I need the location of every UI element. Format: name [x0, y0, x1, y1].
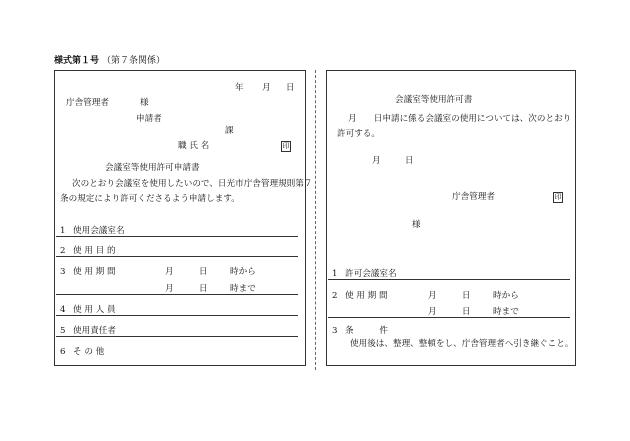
app-period-to-month: 月	[165, 284, 174, 294]
title-name-label: 職 氏 名	[178, 141, 210, 151]
permit-condition-text: 使用後は、整理、整頓をし、庁舎管理者へ引き継ぐこと。	[350, 339, 574, 349]
app-item-3-field	[56, 294, 298, 295]
permit-item-1-field	[328, 279, 570, 280]
app-item-2-field	[56, 256, 298, 257]
permit-date-day: 日	[405, 156, 414, 166]
app-addressee-honorific: 様	[140, 98, 149, 108]
permit-seal-mark: 印	[554, 193, 562, 201]
app-item-5-field	[56, 336, 298, 337]
permit-item-1-number: 1	[332, 269, 338, 279]
permit-period-from-hour: 時から	[493, 291, 519, 301]
app-item-3-label: 使 用 期 間	[73, 267, 116, 277]
permit-item-1-label: 許可会議室名	[345, 269, 397, 279]
app-period-to-hour: 時まで	[230, 284, 256, 294]
app-item-6-label: そ の 他	[73, 347, 105, 357]
permit-period-to-month: 月	[428, 307, 437, 317]
app-period-from-day: 日	[199, 267, 208, 277]
application-body-line-1: 次のとおり会議室を使用したいので、日光市庁舎管理規則第７	[72, 179, 313, 189]
application-body-line-2: 条の規定により許可くださるよう申請します。	[60, 194, 240, 204]
permit-period-from-day: 日	[462, 291, 471, 301]
permit-body-line-1: 月 日申請に係る会議室の使用については、次のとおり	[348, 114, 572, 124]
app-item-6-number: 6	[60, 347, 66, 357]
app-date-month: 月	[262, 83, 271, 93]
app-date-year: 年	[235, 83, 244, 93]
permit-period-from-month: 月	[428, 291, 437, 301]
permit-period-to-hour: 時まで	[493, 307, 519, 317]
permit-period-to-day: 日	[462, 307, 471, 317]
app-period-to-day: 日	[199, 284, 208, 294]
app-item-5-number: 5	[60, 326, 66, 336]
permit-title: 会議室等使用許可書	[395, 95, 473, 105]
app-period-from-month: 月	[165, 267, 174, 277]
permit-honorific: 様	[412, 220, 421, 230]
cut-line-divider	[315, 70, 316, 370]
application-title: 会議室等使用許可申請書	[105, 163, 200, 173]
article-reference: （第７条関係）	[102, 56, 166, 66]
permit-body-line-2: 許可する。	[337, 129, 380, 139]
app-item-5-label: 使用責任者	[73, 326, 116, 336]
app-item-3-number: 3	[60, 267, 66, 277]
app-item-2-label: 使 用 目 的	[73, 246, 116, 256]
permit-item-2-number: 2	[332, 291, 338, 301]
applicant-label: 申請者	[136, 114, 162, 124]
application-form	[54, 70, 306, 366]
section-label: 課	[225, 126, 234, 136]
app-date-day: 日	[286, 83, 295, 93]
form-number: 様式第１号	[54, 56, 100, 66]
permit-date-month: 月	[372, 156, 381, 166]
permit-item-2-field	[328, 317, 570, 318]
app-item-2-number: 2	[60, 246, 66, 256]
app-item-1-number: 1	[60, 226, 66, 236]
permit-issuer: 庁舎管理者	[452, 192, 495, 202]
app-period-from-hour: 時から	[230, 267, 256, 277]
app-item-4-field	[56, 315, 298, 316]
app-item-4-label: 使 用 人 員	[73, 305, 116, 315]
app-item-1-field	[56, 236, 298, 237]
permit-item-3-label: 条 件	[345, 326, 388, 336]
app-item-1-label: 使用会議室名	[73, 226, 125, 236]
applicant-seal-mark: 印	[282, 142, 290, 150]
app-addressee: 庁舎管理者	[66, 98, 109, 108]
permit-item-3-number: 3	[332, 326, 338, 336]
app-item-4-number: 4	[60, 305, 66, 315]
permit-item-2-label: 使 用 期 間	[345, 291, 388, 301]
